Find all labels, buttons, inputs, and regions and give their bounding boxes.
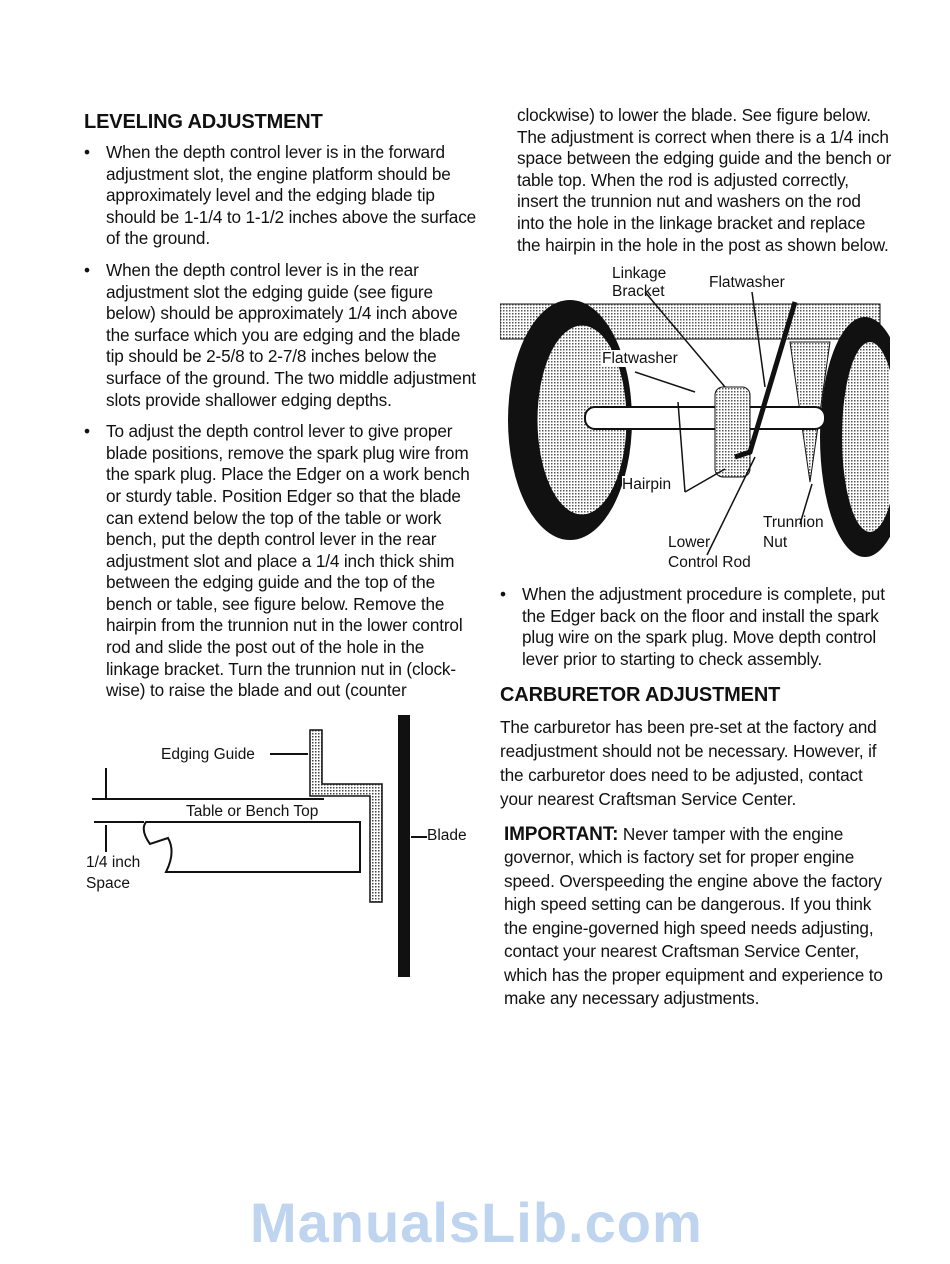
right-column <box>500 105 892 1011</box>
paragraph: clockwise) to lower the blade. See figure below. The adjustment is correct when there is a 1/4 inch space between the edging guide and the bench or table top. When the rod is adjusted correctly, insert the trunnion nut and washers on the rod into the hole in the linkage bracket and replace the hairpin in the hole in the post as shown below. <box>517 105 892 255</box>
edging-guide-label: Edging Guide <box>161 745 255 763</box>
linkage-figure <box>500 262 890 574</box>
space-label-2: Space <box>86 874 130 892</box>
list-item: • To adjust the depth control lever to give proper blade positions, remove the spark plug wire from the spark plug. Place the Edger on a work bench or sturdy table. Position Edger so that the blade can extend below the top of the table or work bench, put the depth control lever in the rear adjustment slot and place a 1/4 inch thick shim between the edging guide and the top of the bench or table, see figure below. Remove the hairpin from the trunnion nut in the lower control rod and slide the post out of the hole in the linkage bracket. Turn the trunnion nut in (clock-wise) to raise the blade and out (counter <box>84 421 482 702</box>
leveling-heading: LEVELING ADJUSTMENT <box>84 111 323 133</box>
flatwasher-top-label: Flatwasher <box>709 274 785 292</box>
hairpin-label: Hairpin <box>622 476 672 494</box>
rod-label: Lower <box>668 534 711 552</box>
linkage-label-2: Bracket <box>612 283 665 301</box>
flatwasher-left-label: Flatwasher <box>602 350 678 368</box>
carburetor-heading: CARBURETOR ADJUSTMENT <box>500 683 781 706</box>
space-label: 1/4 inch <box>86 853 141 871</box>
linkage-diagram <box>500 262 890 574</box>
edging-guide-figure <box>84 712 484 982</box>
important-label: IMPORTANT: <box>504 823 619 845</box>
rod-label-2: Control Rod <box>668 554 751 572</box>
trunnion-label-2: Nut <box>763 534 788 552</box>
list-item: • When the depth control lever is in the forward adjustment slot, the engine platform should be approximately level and the edging blade tip should be 1-1/4 to 1-1/2 inches above the surface of the ground. <box>84 142 482 250</box>
table-top-label: Table or Bench Top <box>186 802 319 820</box>
right-bullet <box>500 584 892 670</box>
important-text: Never tamper with the engine governor, which is factory set for proper engine speed. Overspeeding the engine above the factory high speed setting can be dangerous. If you think the engine-governed high speed needs adjusting, contact your nearest Craftsman Service Center, which has the proper equipment and experience to make any necessary adjustments. <box>504 823 883 1009</box>
carburetor-section <box>500 683 892 1011</box>
edging-guide-diagram <box>84 712 484 982</box>
list-item: • When the depth control lever is in the rear adjustment slot the edging guide (see figure below) should be approximately 1/4 inch above the surface which you are edging and the blade tip should be 2-5/8 to 2-7/8 inches below the surface of the ground. The two middle adjustment slots provide shallower edging depths. <box>84 260 482 411</box>
leveling-section <box>84 110 482 982</box>
blade-label: Blade <box>427 826 467 844</box>
trunnion-label: Trunnion <box>763 514 824 532</box>
linkage-label: Linkage <box>612 265 667 283</box>
important-note <box>500 823 892 1011</box>
list-item: • When the adjustment procedure is complete, put the Edger back on the floor and install the spark plug wire on the spark plug. Move depth control lever prior to starting to check assembly. <box>500 584 892 670</box>
carburetor-text: The carburetor has been pre-set at the factory and readjustment should not be necessary. However, if the carburetor does need to be adjusted, contact your nearest Craftsman Service Center. <box>500 716 877 809</box>
watermark: ManualsLib.com <box>250 1191 703 1254</box>
